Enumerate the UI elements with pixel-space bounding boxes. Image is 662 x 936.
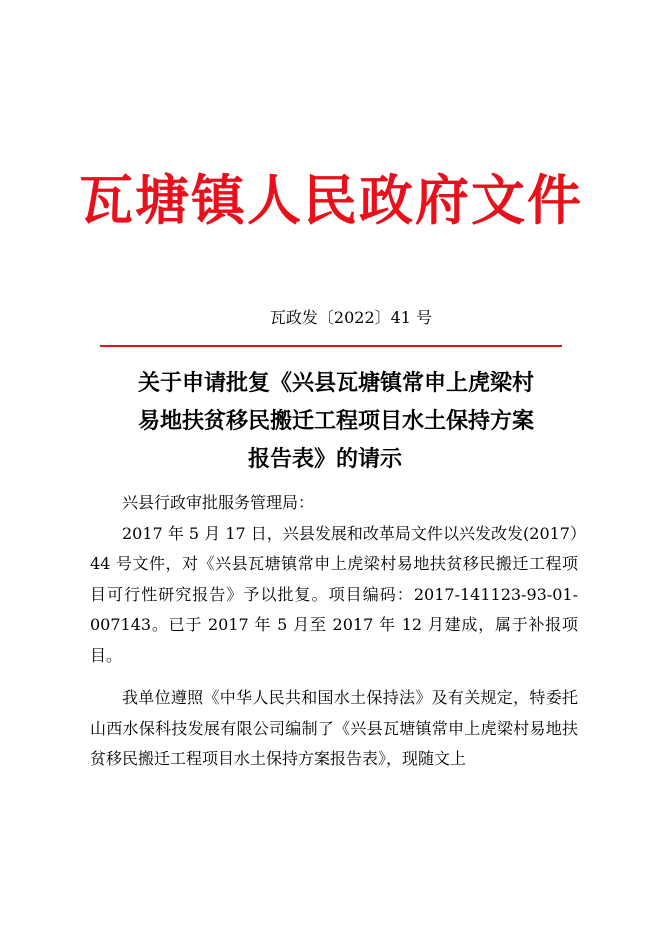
- document-number: 瓦政发〔2022〕41 号: [269, 308, 433, 327]
- salutation: 兴县行政审批服务管理局：: [122, 493, 315, 512]
- header-red-rule: [100, 345, 562, 347]
- subject-line-1: 关于申请批复《兴县瓦塘镇常申上虎梁村: [138, 370, 535, 396]
- document-body: [90, 488, 578, 775]
- body-paragraph-1: 2017 年 5 月 17 日，兴县发展和改革局文件以兴发改发(2017）44 号文件，对《兴县瓦塘镇常申上虎梁村易地扶贫移民搬迁工程项目可行性研究报告》予以批复。项目编码：2017-141123-93-01-007143。已于 2017 年 5 月至 2017 年 12 月建成，属于补报项目。: [90, 523, 578, 665]
- subject-line-2: 易地扶贫移民搬迁工程项目水土保持方案: [138, 408, 535, 434]
- subject-line-3: 报告表》的请示: [248, 446, 403, 472]
- body-paragraph-2: 我单位遵照《中华人民共和国水土保持法》及有关规定，特委托山西水保科技发展有限公司编制了《兴县瓦塘镇常申上虎梁村易地扶贫移民搬迁工程项目水土保持方案报告表》，现随文上: [90, 688, 578, 768]
- document-subject: [90, 364, 580, 478]
- document-header-title: 瓦塘镇人民政府文件: [79, 168, 583, 232]
